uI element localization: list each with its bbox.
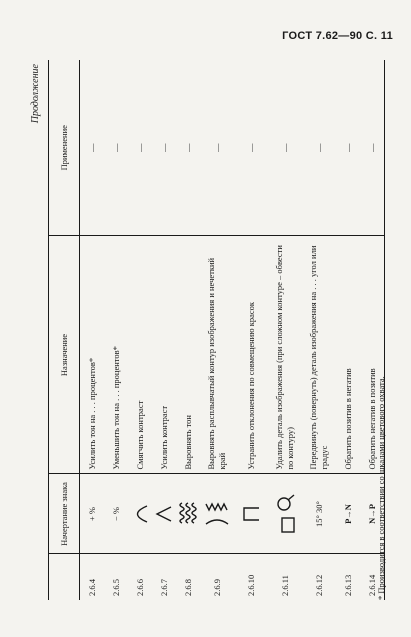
row-application: — <box>152 60 176 236</box>
row-purpose: Выровнять тон <box>176 236 200 474</box>
row-purpose: Выровнять расплывчатый контур изображения и нечеткий край <box>200 236 234 474</box>
row-number: 2.6.14 <box>360 554 385 600</box>
row-application: — <box>80 60 105 236</box>
row-application: — <box>336 60 360 236</box>
header-purpose: Назначение <box>49 236 80 474</box>
minus-percent-mark: − % <box>104 474 128 554</box>
row-purpose: Обратить позитив в негатив <box>336 236 360 474</box>
table-row <box>104 60 128 600</box>
move-rotate-icon <box>302 474 336 554</box>
header-mark: Начертание знака <box>49 474 80 554</box>
row-purpose: Смягчить контраст <box>128 236 152 474</box>
move-rotate-angles: 15° 30° <box>313 501 324 527</box>
row-application: — <box>200 60 234 236</box>
table-row <box>128 60 152 600</box>
row-number: 2.6.9 <box>211 579 222 596</box>
header-application: Применение <box>49 60 80 236</box>
header-number <box>49 554 80 600</box>
table-row <box>80 60 105 600</box>
row-number: 2.6.8 <box>182 579 193 596</box>
row-number: 2.6.12 <box>313 574 324 596</box>
page-header: ГОСТ 7.62—90 С. 11 <box>282 30 393 42</box>
table-row <box>234 60 268 600</box>
row-number: 2.6.7 <box>158 579 169 596</box>
row-application: — <box>360 60 385 236</box>
row-number: 2.6.4 <box>86 579 97 596</box>
row-number: 2.6.13 <box>342 574 353 596</box>
row-purpose: Уменьшить тон на . . . процентов* <box>104 236 128 474</box>
plus-percent-mark: + % <box>80 474 105 554</box>
rotated-table-block <box>30 60 390 600</box>
even-tone-wave-icon <box>176 474 200 554</box>
table-row <box>268 60 302 600</box>
negative-to-positive-icon: N→P <box>360 474 385 554</box>
row-purpose: Обратить негатив в позитив <box>360 236 385 474</box>
table-row <box>302 60 336 600</box>
table-row <box>176 60 200 600</box>
register-bracket-icon <box>234 474 268 554</box>
align-contour-zigzag-icon <box>200 474 234 554</box>
row-application: — <box>176 60 200 236</box>
marks-table <box>48 60 385 600</box>
row-purpose: Усилить контраст <box>152 236 176 474</box>
footnote: * Производится в соответствии со шкалами цветового охвата. <box>376 376 386 600</box>
positive-to-negative-icon: P→N <box>336 474 360 554</box>
increase-contrast-angle-icon <box>152 474 176 554</box>
row-purpose: Передвинуть (повернуть) деталь изображения на . . . угол или градус <box>302 236 336 474</box>
soften-contrast-arc-icon <box>128 474 152 554</box>
row-number: 2.6.10 <box>245 574 256 596</box>
table-header-row <box>49 60 80 600</box>
row-purpose: Удалить деталь изображения (при сложном контуре – обвести по контуру) <box>268 236 302 474</box>
row-application: — <box>128 60 152 236</box>
table-row <box>200 60 234 600</box>
row-purpose: Устранить отклонения по совмещению красок <box>234 236 268 474</box>
table-row <box>152 60 176 600</box>
row-number: 2.6.11 <box>279 575 290 596</box>
row-application: — <box>302 60 336 236</box>
row-purpose: Усилить тон на . . . процентов* <box>80 236 105 474</box>
row-number: 2.6.5 <box>110 579 121 596</box>
row-application: — <box>268 60 302 236</box>
row-number: 2.6.6 <box>134 579 145 596</box>
row-application: — <box>104 60 128 236</box>
remove-detail-icon <box>268 474 302 554</box>
row-application: — <box>234 60 268 236</box>
table-row <box>336 60 360 600</box>
continuation-label: Продолжение <box>30 64 41 124</box>
